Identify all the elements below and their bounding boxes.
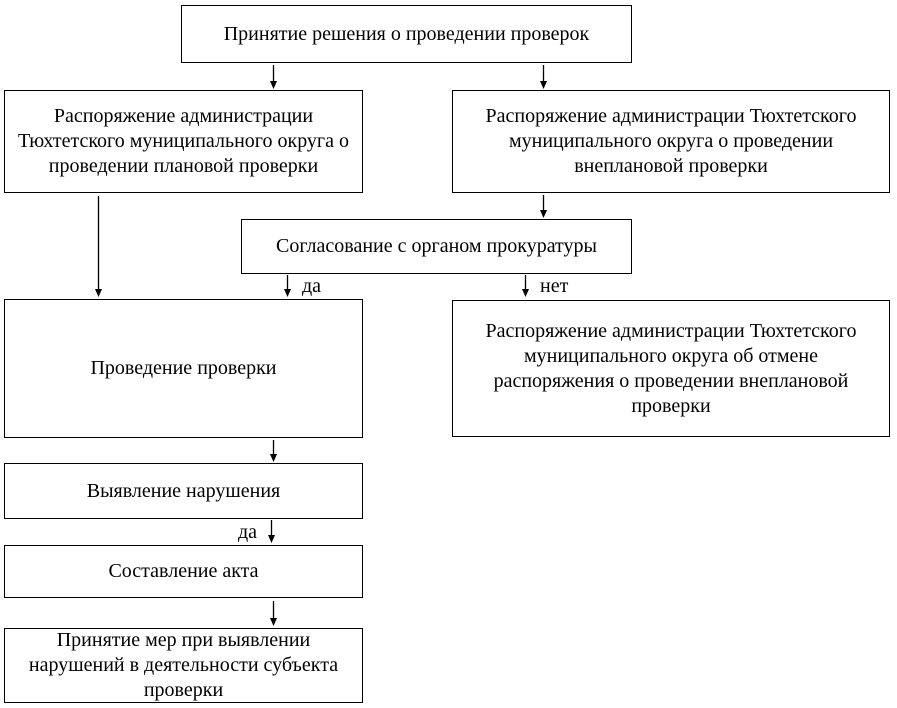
arrow-down-icon	[92, 196, 105, 297]
arrow-down-icon	[267, 65, 280, 89]
edge-yes-violation	[238, 520, 278, 543]
edge-label-yes: да	[238, 520, 258, 543]
edge-yes-prosecutor	[281, 275, 321, 297]
node-cancel-order: Распоряжение администрации Тюхтетского муниципального округа об отмене распоряжения о проведении внеплановой проверки	[452, 300, 890, 437]
edge-label-no: нет	[540, 275, 569, 297]
arrow-down-icon	[281, 275, 294, 297]
node-planned-order: Распоряжение администрации Тюхтетского муниципального округа о проведении плановой проверки	[4, 90, 363, 193]
arrow-down-icon	[267, 601, 280, 626]
node-prosecutor-approval: Согласование с органом прокуратуры	[241, 219, 632, 274]
node-decision: Принятие решения о проведении проверок	[181, 5, 632, 63]
node-unplanned-order: Распоряжение администрации Тюхтетского муниципального округа о проведении внеплановой проверки	[452, 90, 890, 193]
edge-no-prosecutor	[519, 275, 568, 297]
node-violation-detection: Выявление нарушения	[4, 463, 363, 519]
arrow-down-icon	[265, 520, 278, 543]
arrow-down-icon	[537, 65, 550, 89]
arrow-down-icon	[537, 195, 550, 218]
arrow-down-icon	[267, 440, 280, 462]
node-inspection: Проведение проверки	[4, 299, 363, 438]
node-act-drafting: Составление акта	[4, 545, 363, 598]
edge-label-yes: да	[302, 275, 322, 297]
arrow-down-icon	[519, 275, 532, 297]
node-measures: Принятие мер при выявлении нарушений в деятельности субъекта проверки	[4, 628, 363, 703]
